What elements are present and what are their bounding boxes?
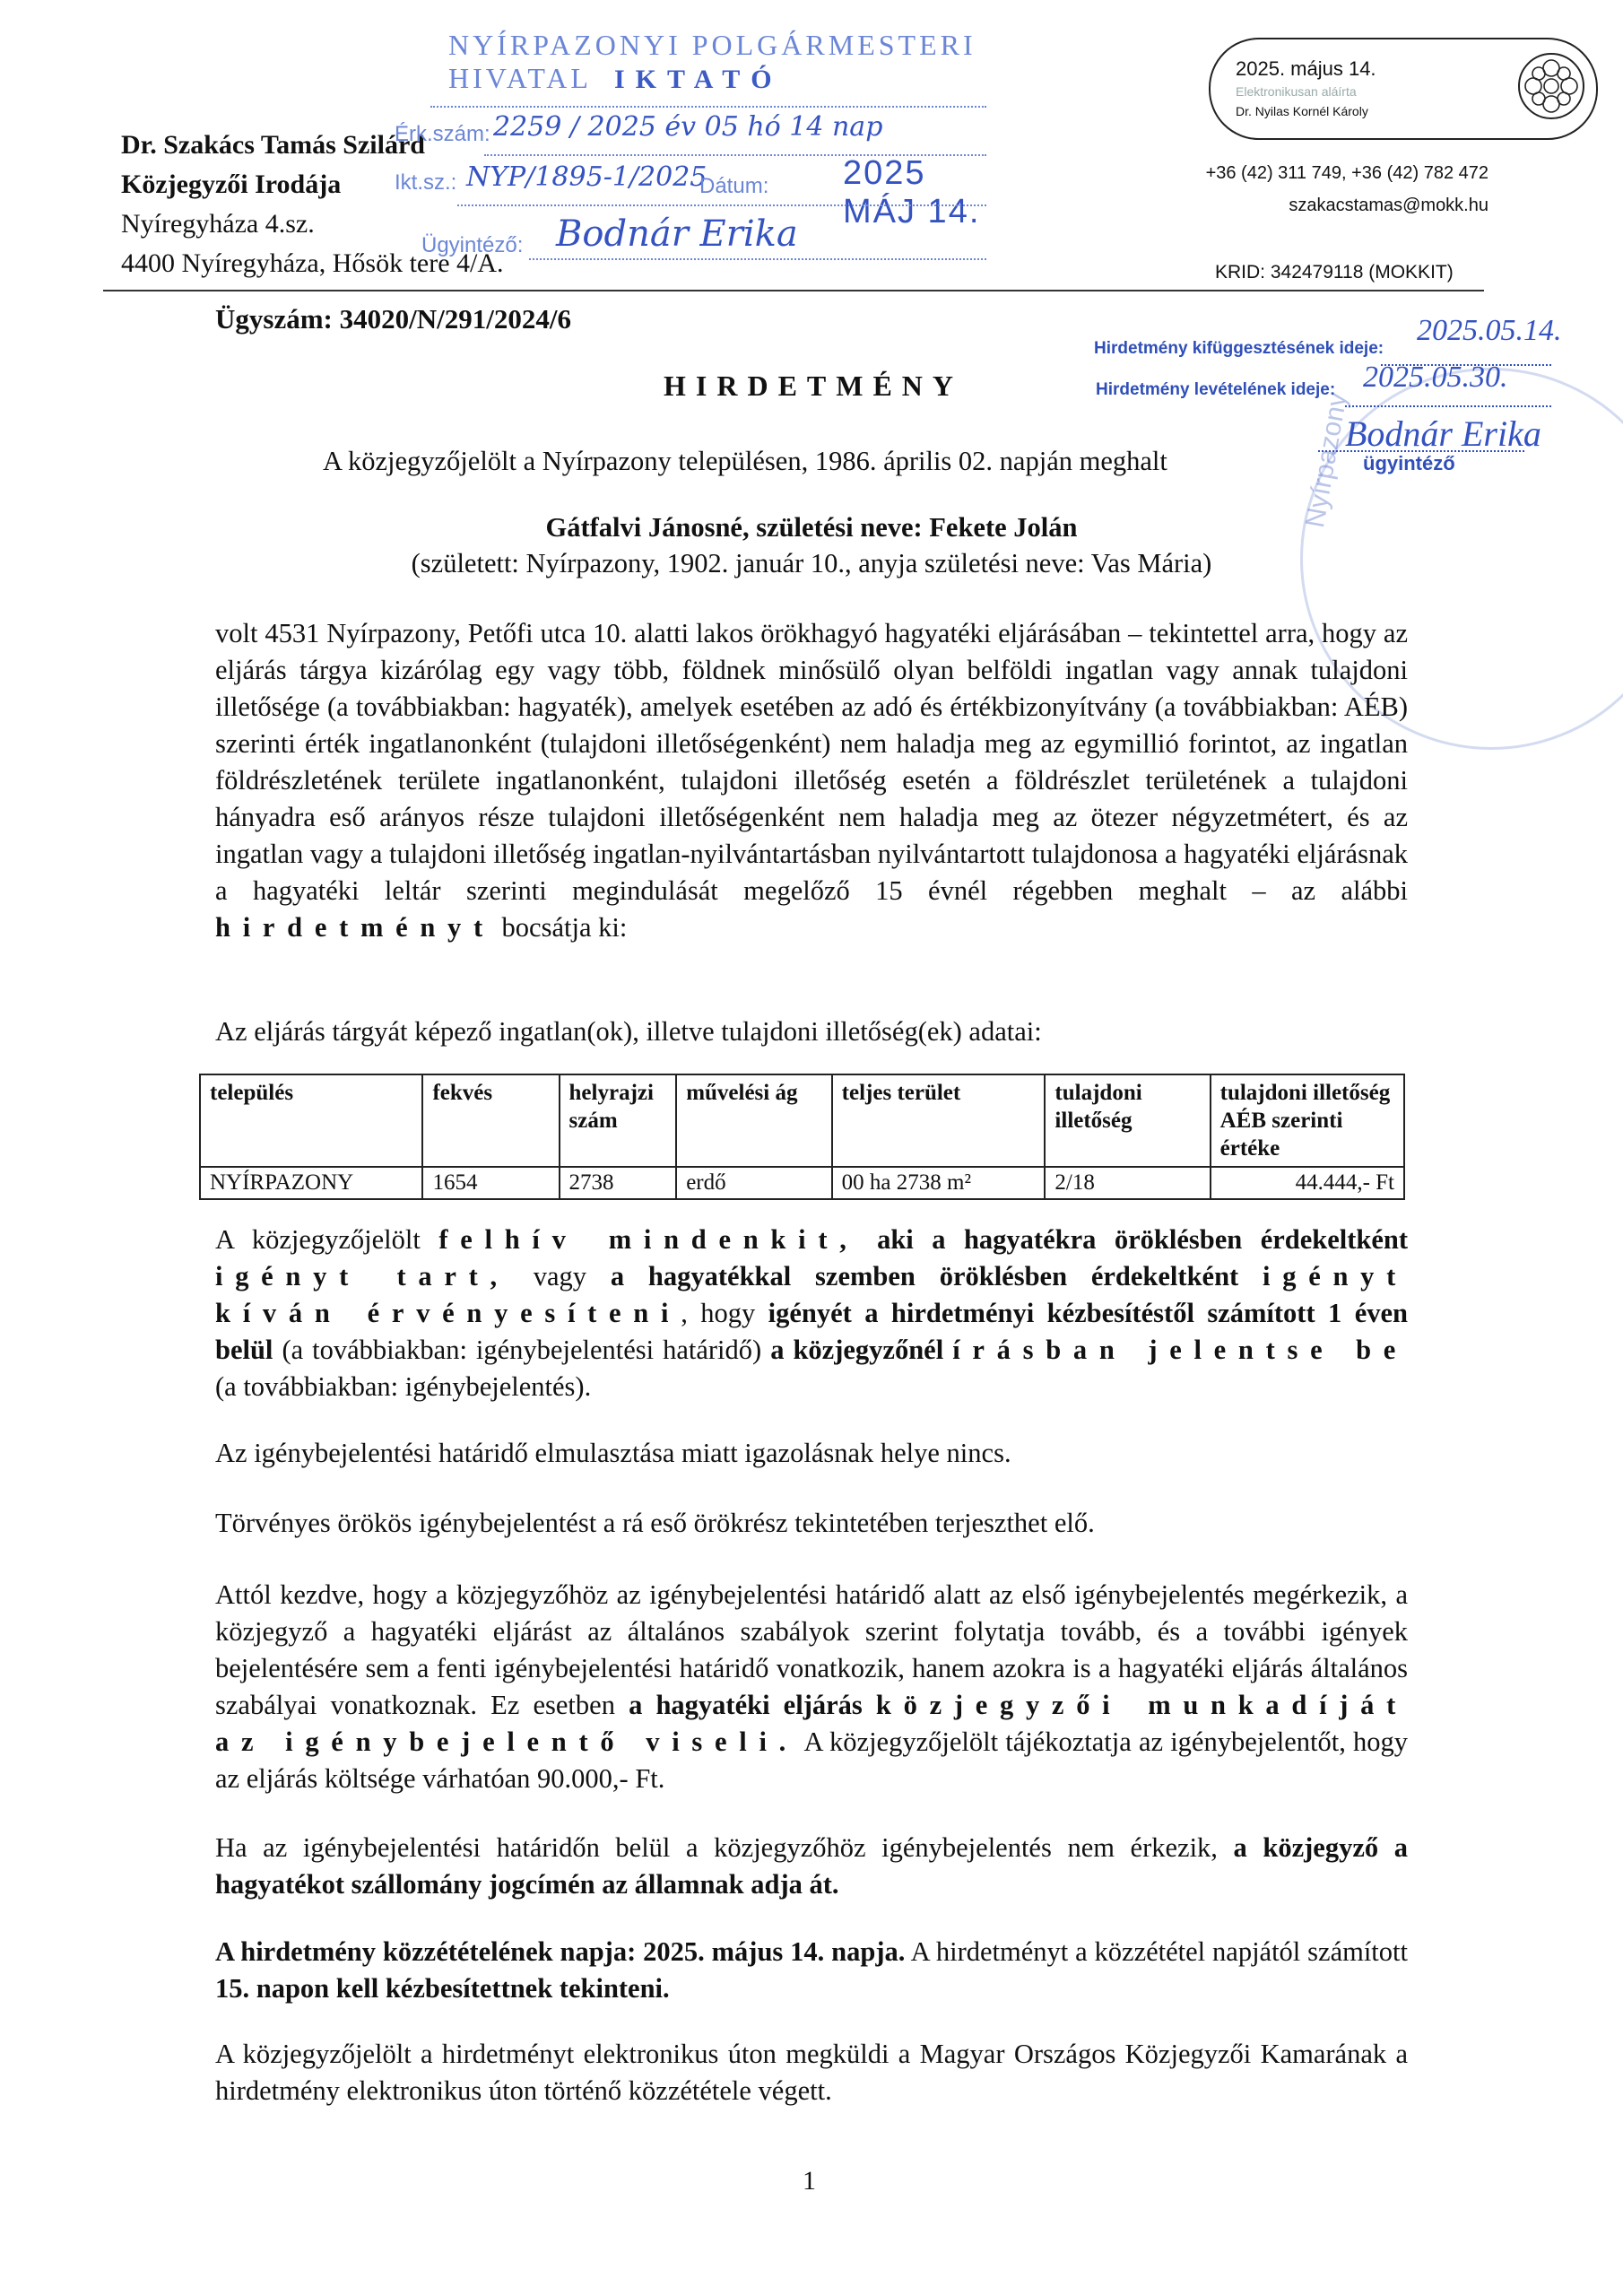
table-cell: 44.444,- Ft (1211, 1167, 1404, 1199)
table-row (200, 1167, 1404, 1199)
call-bold: a hagyatékkal szemben öröklésben érdekeltként (610, 1261, 1239, 1292)
case-number: Ügyszám: 34020/N/291/2024/6 (215, 303, 571, 335)
property-table (199, 1074, 1405, 1200)
office-address: 4400 Nyíregyháza, Hősök tere 4/A. (121, 248, 504, 278)
phone-numbers: +36 (42) 311 749, +36 (42) 782 472 (1205, 163, 1488, 183)
table-cell: 2738 (560, 1167, 677, 1199)
procedure-bold: a hagyatéki eljárás (629, 1690, 863, 1720)
registry-ikt-line (457, 204, 986, 206)
registry-handler-signature: Bodnár Erika (556, 213, 798, 255)
office-type: Közjegyzői Irodája (121, 170, 342, 199)
posting-removed-label: Hirdetmény levételének ideje: (1096, 380, 1336, 399)
publication-date: A hirdetmény közzétételének napja: 2025. május 14. napja. (215, 1936, 906, 1967)
contact-block (1166, 157, 1488, 222)
procedure-text: Attól kezdve, hogy a közjegyzőhöz az igénybejelentési határidő alatt az első igénybejelentés megérkezik, a közjegyző a hagyatéki eljárást az általános szabályok szerint folytatja tovább, és a további igények bejelentésére sem a fenti igénybejelentési határidő vonatkozik, hanem azokra is a hagyatéki eljárás általános szabályai vonatkoznak. Ez esetben (215, 1579, 1408, 1720)
table-cell: 2/18 (1045, 1167, 1210, 1199)
esign-signed-label: Elektronikusan aláírta (1236, 84, 1357, 99)
esignature-box (1209, 38, 1598, 140)
registry-erk-value: 2259 / 2025 év 05 hó 14 nap (493, 111, 883, 143)
publication-paragraph (215, 1934, 1408, 2007)
table-header-row (200, 1074, 1404, 1167)
table-cell: erdő (676, 1167, 831, 1199)
posting-posted-date: 2025.05.14. (1417, 314, 1562, 347)
header-divider (103, 290, 1484, 291)
registry-ikt-label: Ikt.sz.: (395, 170, 457, 195)
procedure-emphasis: közjegyzői munkadíját az igénybejelentő viseli. (215, 1690, 1409, 1757)
state-text: Ha az igénybejelentési határidőn belül a közjegyzőhöz igénybejelentés nem érkezik, (215, 1832, 1218, 1863)
table-cell: NYÍRPAZONY (200, 1167, 422, 1199)
table-cell: 1654 (422, 1167, 559, 1199)
deceased-name: Gátfalvi Jánosné, születési neve: Fekete Jolán (545, 512, 1078, 543)
state-bold: a közjegyző a hagyatékot szállomány jogcímén az államnak adja át. (215, 1832, 1408, 1900)
call-emphasis: igényt tart, (215, 1261, 509, 1292)
table-header: fekvés (422, 1074, 559, 1167)
registry-date-stamp: 2025 MÁJ 14. (843, 154, 981, 230)
registry-erk-label: Érk.szám: (395, 122, 490, 146)
registry-datum-label: Dátum: (699, 174, 769, 198)
page-number: 1 (803, 2166, 816, 2196)
body-emphasis: hirdetményt (215, 912, 495, 943)
state-paragraph (215, 1830, 1408, 1903)
publication-delivery: 15. napon kell kézbesítettnek tekinteni. (215, 1973, 670, 2004)
email-address: szakacstamas@mokk.hu (1289, 196, 1488, 215)
call-text: (a továbbiakban: igénybejelentés). (215, 1371, 592, 1402)
body-text: volt 4531 Nyírpazony, Petőfi utca 10. alatti lakos örökhagyó hagyatéki eljárásában – tekintettel arra, hogy az eljárás tárgya kizárólag egy vagy több, földnek minősülő olyan belföldi ingatlan vagy annak tulajdoni illetősége (a továbbiakban: hagyaték), amelyek esetében az adó és értékbizonyítvány (a továbbiakban: AÉB) szerinti érték ingatlanonként (tulajdoni illetőségenként) nem haladja meg az egymillió forintot, az ingatlan földrészletének területe ingatlanonként, tulajdoni illetőség esetén a földrészlet területének a tulajdoni hányadra eső arányos része tulajdoni illetőségenként nem haladja meg az ötezer négyzetmétert, és az ingatlan vagy a tulajdoni illetőség ingatlan-nyilvántartásban nyilvántartott tulajdonosa a hagyatéki eljárásnak a hagyatéki leltár szerinti megindulását megelőző 15 évnél régebben meghalt – az alábbi (215, 618, 1408, 906)
call-emphasis: felhív mindenkit, (438, 1224, 859, 1255)
registry-stamp-office: NYÍRPAZONYI POLGÁRMESTERI HIVATAL (448, 29, 976, 94)
call-paragraph (215, 1222, 1408, 1405)
posting-seal-text: Nyírpazony (1300, 390, 1353, 530)
registry-stamp (395, 29, 1004, 271)
intro-line: A közjegyzőjelölt a Nyírpazony településen, 1986. április 02. napján meghalt (323, 446, 1167, 476)
procedure-end: A közjegyzőjelölt tájékoztatja az igénybejelentőt, hogy az eljárás költsége várhatóan 90.000,- Ft. (215, 1726, 1409, 1794)
body-end: bocsátja ki: (501, 912, 628, 943)
registry-handler-label: Ügyintéző: (421, 233, 524, 257)
table-header: helyrajzi szám (560, 1074, 677, 1167)
call-bold: aki a hagyatékra öröklésben érdekeltként (877, 1224, 1409, 1255)
table-cell: 00 ha 2738 m² (832, 1167, 1046, 1199)
office-name: Dr. Szakács Tamás Szilárd (121, 130, 425, 160)
call-text: A közjegyzőjelölt (215, 1224, 421, 1255)
document-title: HIRDETMÉNY (664, 370, 964, 402)
body-paragraph (215, 615, 1408, 946)
deceased-birth: (született: Nyírpazony, 1902. január 10., anyja születési neve: Vas Mária) (411, 548, 1212, 578)
esign-date: 2025. május 14. (1236, 57, 1376, 80)
esign-signer: Dr. Nyilas Kornél Károly (1236, 104, 1368, 118)
table-header: teljes terület (832, 1074, 1046, 1167)
registry-stamp-title: IKTATÓ (614, 65, 783, 94)
registry-handler-line (529, 258, 986, 260)
publication-text: A hirdetményt a közzététel napjától számított (910, 1936, 1408, 1967)
table-header: művelési ág (676, 1074, 831, 1167)
posting-posted-label: Hirdetmény kifüggesztésének ideje: (1094, 339, 1384, 358)
call-text: , hogy (681, 1298, 756, 1328)
table-header: település (200, 1074, 422, 1167)
registry-ikt-value: NYP/1895-1/2025 (466, 161, 707, 193)
call-emphasis: igényt kíván érvényesíteni (215, 1261, 1408, 1328)
table-header: tulajdoni illetőség (1045, 1074, 1210, 1167)
krid-number: KRID: 342479118 (MOKKIT) (1215, 262, 1454, 283)
posting-removed-line (1345, 405, 1551, 407)
call-text: vagy (533, 1261, 587, 1292)
posting-handler-signature: Bodnár Erika (1345, 413, 1541, 454)
notary-seal-icon (1515, 50, 1587, 122)
call-bold: igényét a hirdetményi kézbesítéstől számított 1 éven belül (215, 1298, 1408, 1365)
procedure-paragraph (215, 1577, 1408, 1797)
call-text: (a továbbiakban: igénybejelentési határidő) (282, 1335, 762, 1365)
heir-paragraph: Törvényes örökös igénybejelentést a rá eső örökrész tekintetében terjeszthet elő. (215, 1508, 1095, 1538)
posting-removed-date: 2025.05.30. (1363, 361, 1508, 394)
table-header: tulajdoni illetőség AÉB szerinti értéke (1211, 1074, 1404, 1167)
chamber-paragraph: A közjegyzőjelölt a hirdetményt elektronikus úton megküldi a Magyar Országos Közjegyzői Kamarának a hirdetmény elektronikus úton történő közzététele végett. (215, 2039, 1408, 2106)
call-bold: a közjegyzőnél (770, 1335, 944, 1365)
office-city: Nyíregyháza 4.sz. (121, 209, 315, 239)
deadline-paragraph: Az igénybejelentési határidő elmulasztása miatt igazolásnak helye nincs. (215, 1438, 1011, 1468)
call-emphasis: írásban jelentse be (952, 1335, 1409, 1365)
registry-stamp-divider (430, 106, 986, 108)
table-intro: Az eljárás tárgyát képező ingatlan(ok), illetve tulajdoni illetőség(ek) adatai: (215, 1016, 1042, 1047)
posting-handler-label: ügyintéző (1363, 452, 1455, 474)
